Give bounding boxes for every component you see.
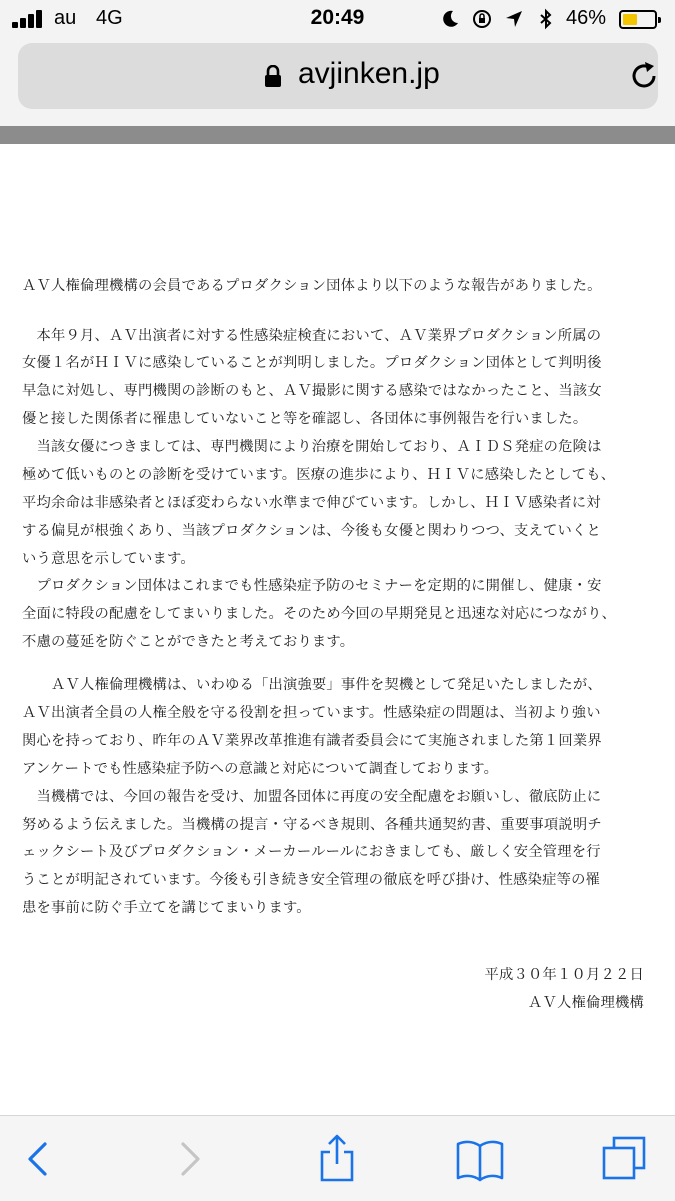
paragraph-line: 平均余命は非感染者とほぼ変わらない水準まで伸びています。しかし、ＨＩＶ感染者に対	[22, 495, 601, 511]
moon-icon	[439, 8, 461, 30]
intro-text: ＡＶ人権倫理機構の会員であるプロダクション団体より以下のような報告がありました。	[22, 278, 602, 294]
bluetooth-icon	[535, 8, 557, 30]
paragraph-line: 当該女優につきましては、専門機関により治療を開始しており、ＡＩＤＳ発症の危険は	[22, 439, 602, 455]
tabs-icon[interactable]	[600, 1134, 650, 1184]
browser-toolbar	[0, 1115, 675, 1201]
page-divider	[0, 126, 675, 144]
paragraph-line: プロダクション団体はこれまでも性感染症予防のセミナーを定期的に開催し、健康・安	[22, 578, 602, 594]
back-icon[interactable]	[14, 1134, 64, 1184]
location-icon	[503, 8, 525, 30]
paragraph-line: 努めるよう伝えました。当機構の提言・守るべき規則、各種共通契約書、重要事項説明チ	[22, 817, 602, 833]
bookmarks-icon[interactable]	[455, 1134, 505, 1184]
lock-icon	[264, 65, 282, 87]
paragraph-line: ＡＶ人権倫理機構は、いわゆる「出演強要」事件を契機として発足いたしましたが、	[22, 677, 602, 693]
paragraph-line: アンケートでも性感染症予防への意識と対応について調査しております。	[22, 761, 499, 777]
rotation-lock-icon	[471, 8, 493, 30]
paragraph-line: 全面に特段の配慮をしてまいりました。そのため今回の早期発見と迅速な対応につながり、	[22, 606, 617, 622]
paragraph-line: 女優１名がＨＩＶに感染していることが判明しました。プロダクション団体として判明後	[22, 355, 602, 371]
document-date: 平成３０年１０月２２日	[484, 967, 644, 983]
paragraph-line: 本年９月、ＡＶ出演者に対する性感染症検査において、ＡＶ業界プロダクション所属の	[22, 328, 602, 344]
paragraph-line: 極めて低いものとの診断を受けています。医療の進歩により、ＨＩＶに感染したとしても、	[22, 467, 616, 483]
paragraph-line: 患を事前に防ぐ手立てを講じてまいります。	[22, 900, 311, 916]
paragraph-line: ェックシート及びプロダクション・メーカールールにおきましても、厳しく安全管理を行	[22, 844, 601, 860]
paragraph-line: 関心を持っており、昨年のＡＶ業界改革推進有識者委員会にて実施されました第１回業界	[22, 733, 602, 749]
address-bar[interactable]	[18, 43, 658, 109]
document-content	[0, 144, 675, 1100]
paragraph-line: する偏見が根強くあり、当該プロダクションは、今後も女優と関わりつつ、支えていくと	[22, 523, 602, 539]
paragraph-line: 当機構では、今回の報告を受け、加盟各団体に再度の安全配慮をお願いし、徹底防止に	[22, 789, 602, 805]
status-icons	[439, 7, 557, 31]
carrier-name: au	[54, 7, 77, 29]
paragraph-line: 不慮の蔓延を防ぐことができたと考えております。	[22, 634, 355, 650]
paragraph-line: 優と接した関係者に罹患していないこと等を確認し、各団体に事例報告を行いました。	[22, 411, 588, 427]
paragraph-line: 早急に対処し、専門機関の診断のもと、ＡＶ撮影に関する感染ではなかったこと、当該女	[22, 383, 602, 399]
battery-icon	[619, 10, 657, 29]
paragraph-line: ＡＶ出演者全員の人権全般を守る役割を担っています。性感染症の問題は、当初より強い	[22, 705, 601, 721]
share-icon[interactable]	[312, 1134, 362, 1184]
document-signature: ＡＶ人権倫理機構	[528, 995, 644, 1011]
battery-percent: 46%	[566, 7, 607, 29]
status-bar	[0, 0, 675, 40]
browser-header	[0, 40, 675, 126]
network-type: 4G	[96, 7, 123, 29]
forward-icon[interactable]	[164, 1134, 214, 1184]
paragraph-line: うことが明記されています。今後も引き続き安全管理の徹底を呼び掛け、性感染症等の罹	[22, 872, 601, 888]
url-text[interactable]: avjinken.jp	[298, 57, 440, 90]
reload-icon[interactable]	[627, 59, 661, 93]
status-time: 20:49	[310, 6, 365, 29]
paragraph-line: いう意思を示しています。	[22, 551, 195, 567]
